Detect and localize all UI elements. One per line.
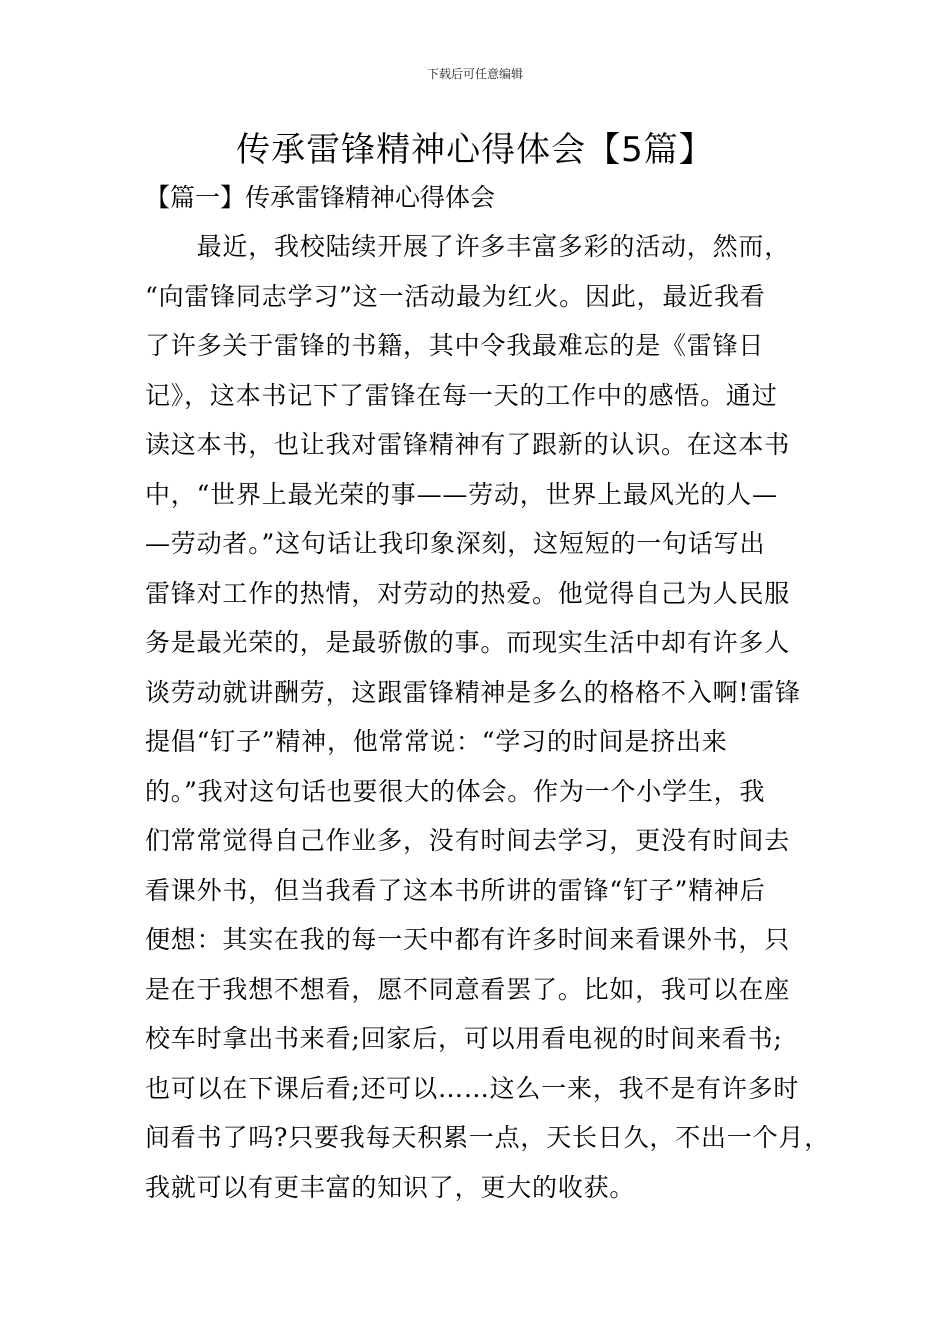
body-line: 们常常觉得自己作业多，没有时间去学习，更没有时间去 xyxy=(145,826,791,855)
body-line: “向雷锋同志学习”这一活动最为红火。因此，最近我看 xyxy=(145,281,766,311)
body-line: 便想：其实在我的每一天中都有许多时间来看课外书，只 xyxy=(145,925,791,954)
body-line: 了许多关于雷锋的书籍，其中令我最难忘的是《雷锋日 xyxy=(145,331,765,360)
body-paragraph xyxy=(145,222,831,1212)
body-line: 记》，这本书记下了雷锋在每一天的工作中的感悟。通过 xyxy=(145,380,778,410)
body-line: 务是最光荣的，是最骄傲的事。而现实生活中却有许多人 xyxy=(145,628,791,657)
body-line: 间看书了吗?只要我每天积累一点，天长日久，不出一个月， xyxy=(145,1123,831,1152)
body-line: —劳动者。”这句话让我印象深刻，这短短的一句话写出 xyxy=(145,529,766,558)
body-line: 我就可以有更丰富的知识了，更大的收获。 xyxy=(145,1172,636,1202)
body-line: 雷锋对工作的热情，对劳动的热爱。他觉得自己为人民服 xyxy=(145,578,791,608)
body-line: 最近，我校陆续开展了许多丰富多彩的活动，然而， xyxy=(145,232,791,261)
body-line: 是在于我想不想看，愿不同意看罢了。比如，我可以在座 xyxy=(145,974,791,1004)
body-line: 中，“世界上最光荣的事——劳动，世界上最风光的人— xyxy=(145,479,778,509)
document-title: 传承雷锋精神心得体会【5篇】 xyxy=(236,130,714,170)
body-line: 校车时拿出书来看;回家后，可以用看电视的时间来看书; xyxy=(145,1024,783,1053)
body-line: 的。”我对这句话也要很大的体会。作为一个小学生，我 xyxy=(145,776,766,806)
body-line: 也可以在下课后看;还可以……这么一来，我不是有许多时 xyxy=(145,1073,800,1103)
body-line: 谈劳动就讲酬劳，这跟雷锋精神是多么的格格不入啊!雷锋 xyxy=(145,677,801,707)
section-heading: 【篇一】传承雷锋精神心得体会 xyxy=(145,183,496,212)
header-note: 下载后可任意编辑 xyxy=(426,67,523,81)
body-line: 读这本书，也让我对雷锋精神有了跟新的认识。在这本书 xyxy=(145,430,791,459)
body-line: 看课外书，但当我看了这本书所讲的雷锋“钉子”精神后 xyxy=(145,875,766,905)
body-line: 提倡“钉子”精神，他常常说：“学习的时间是挤出来 xyxy=(145,727,728,756)
